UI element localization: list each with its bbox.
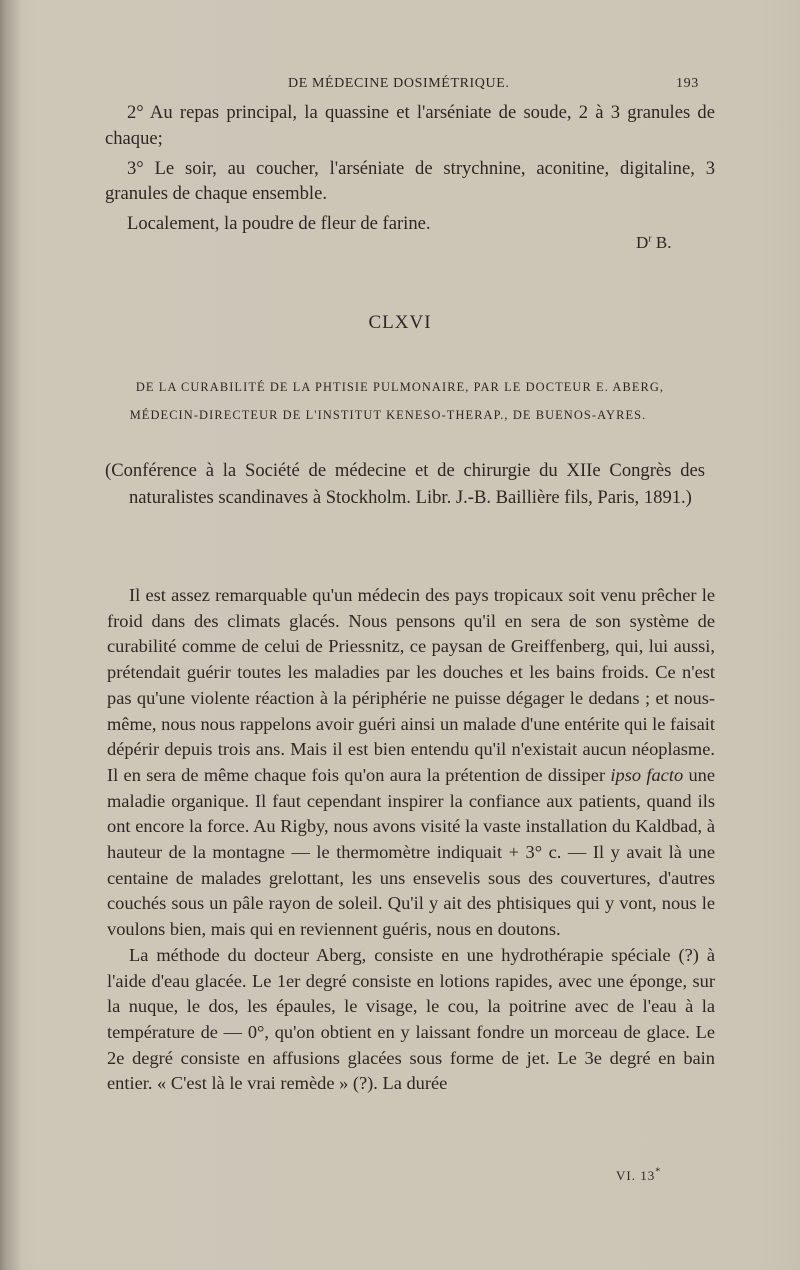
intro-text [105,100,715,237]
book-gutter [0,0,22,1270]
intro-line-1: 2° Au repas principal, la quassine et l'arséniate de soude, 2 à 3 granules de chaque; [105,102,715,149]
signature: $D^r$ B. [636,233,672,252]
section-number: CLXVI [368,312,432,333]
conference-note [105,457,705,511]
page-number: 193 [676,76,699,91]
main-text [107,583,715,1097]
italic-phrase: ipso facto [610,764,684,785]
intro-line-2: 3° Le soir, au coucher, l'arséniate de strychnine, aconitine, digitaline, 3 granules de chaque ensemble. [105,157,715,205]
intro-line-3: Localement, la poudre de fleur de farine. [127,213,431,235]
article-title-line-1: DE LA CURABILITÉ DE LA PHTISIE PULMONAIRE, PAR LE DOCTEUR E. ABERG, [135,380,665,394]
running-title: DE MÉDECINE DOSIMÉTRIQUE. [288,76,510,91]
paragraph-2: La méthode du docteur Aberg, consiste en une hydrothérapie spéciale (?) à l'aide d'eau glacée. Le 1er degré consiste en lotions rapides, avec une éponge, sur la nuque, le dos, les épaules, le visage, le cou, la poitrine avec de l'eau à la température de — 0°, qu'on obtient en y laissant fondre un morceau de glace. Le 2e degré consiste en affusions glacées sous forme de jet. Le 3e degré en bain entier. « C'est là le vrai remède » (?). La durée [107,944,715,1094]
article-title-line-2: MÉDECIN-DIRECTEUR DE L'INSTITUT KENESO-THERAP., DE BUENOS-AYRES. [129,408,647,422]
signature-mark: VI. 13* [616,1166,662,1183]
running-header [0,76,800,96]
paragraph-1: Il est assez remarquable qu'un médecin des pays tropicaux soit venu prêcher le froid dans des climats glacés. Nous pensons qu'il en sera de son système de curabilité comme de celui de Priessnitz, ce paysan de Greiffenberg, qui, lui aussi, prétendait guérir toutes les maladies par les douches et les bains froids. Ce n'est pas qu'une violente réaction à la périphérie ne puisse dégager le dedans ; et nous-même, nous nous rappelons avoir guéri ainsi un malade d'une entérite qui le faisait dépérir depuis trois ans. Mais il est bien entendu qu'il n'existait aucun néoplasme. Il en sera de même chaque fois qu'on aura la prétention de dissiper ipso facto une maladie organique. Il faut cependant inspirer la confiance aux patients, quand ils ont encore la force. Au Rigby, nous avons visité la vaste installation du Kaldbad, à hauteur de la montagne — le thermomètre indiquait + 3° c. — Il y avait là une centaine de malades grelottant, les uns ensevelis sous des couvertures, d'autres couchés sous un pâle rayon de soleil. Qu'il y ait des phtisiques qui y vont, nous le voulons bien, mais qui en reviennent guéris, nous en doutons. [107,585,716,940]
conference-note-text: (Conférence à la Société de médecine et de chirurgie du XIIe Congrès des naturalistes scandinaves à Stockholm. Libr. J.-B. Baillière fils, Paris, 1891.) [105,460,705,508]
